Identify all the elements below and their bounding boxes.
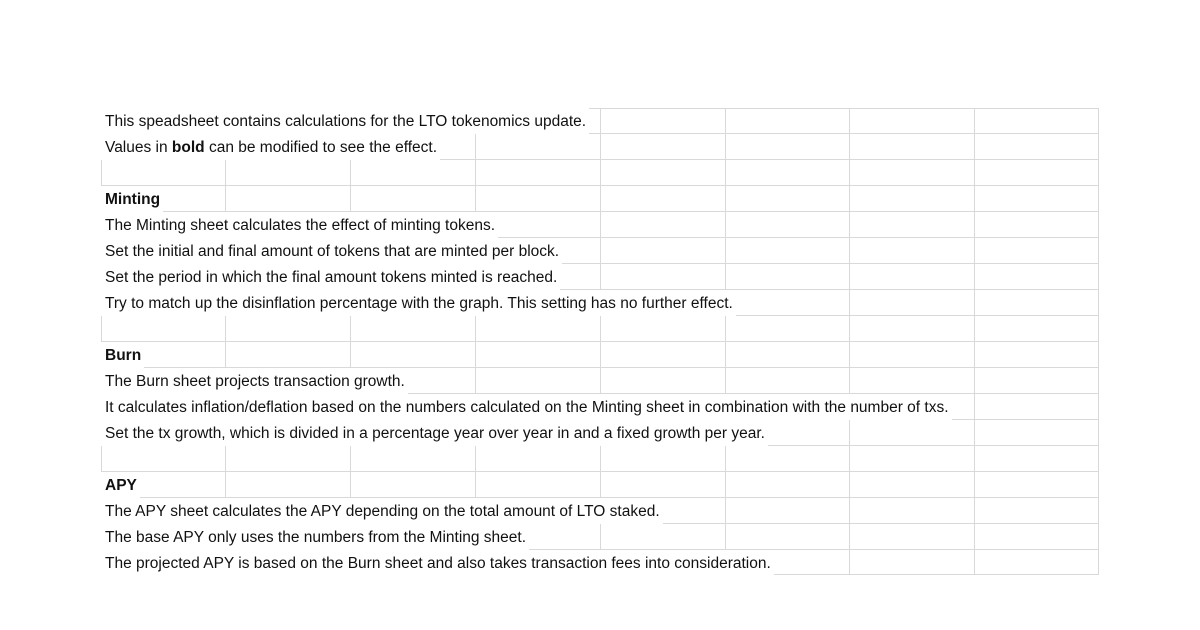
- apy-line-2[interactable]: The base APY only uses the numbers from the Minting sheet.: [101, 524, 529, 550]
- sheet-row: [101, 498, 1099, 524]
- sheet-row: [101, 108, 1099, 134]
- minting-line-3[interactable]: Set the period in which the final amount tokens minted is reached.: [101, 264, 560, 290]
- section-heading-apy[interactable]: APY: [101, 472, 140, 498]
- sheet-row: [101, 472, 1099, 498]
- sheet-row: [101, 290, 1099, 316]
- sheet-row: [101, 238, 1099, 264]
- section-heading-minting[interactable]: Minting: [101, 186, 163, 212]
- sheet-row: [101, 212, 1099, 238]
- minting-line-1[interactable]: The Minting sheet calculates the effect of minting tokens.: [101, 212, 498, 238]
- spreadsheet-grid: [101, 108, 1099, 574]
- sheet-row: [101, 342, 1099, 368]
- minting-line-2[interactable]: Set the initial and final amount of tokens that are minted per block.: [101, 238, 562, 264]
- sheet-row: [101, 524, 1099, 550]
- minting-line-4[interactable]: Try to match up the disinflation percentage with the graph. This setting has no further effect.: [101, 290, 736, 316]
- sheet-row: [101, 394, 1099, 420]
- sheet-row: [101, 134, 1099, 160]
- sheet-row: [101, 368, 1099, 394]
- apy-line-1[interactable]: The APY sheet calculates the APY depending on the total amount of LTO staked.: [101, 498, 663, 524]
- sheet-row: [101, 420, 1099, 446]
- sheet-row: [101, 264, 1099, 290]
- bold-hint-keyword: bold: [171, 139, 205, 156]
- burn-line-3[interactable]: Set the tx growth, which is divided in a percentage year over year in and a fixed growth per year.: [101, 420, 768, 446]
- apy-line-3[interactable]: The projected APY is based on the Burn sheet and also takes transaction fees into consideration.: [101, 550, 774, 576]
- bold-hint-text[interactable]: [101, 134, 440, 160]
- section-heading-burn[interactable]: Burn: [101, 342, 144, 368]
- intro-text[interactable]: This speadsheet contains calculations for the LTO tokenomics update.: [101, 108, 589, 134]
- burn-line-2[interactable]: It calculates inflation/deflation based on the numbers calculated on the Minting sheet in combination with the number of txs.: [101, 394, 952, 420]
- sheet-row: [101, 550, 1099, 576]
- sheet-row: [101, 186, 1099, 212]
- bold-hint-before: Values in: [105, 139, 172, 156]
- bold-hint-after: can be modified to see the effect.: [204, 139, 438, 156]
- burn-line-1[interactable]: The Burn sheet projects transaction growth.: [101, 368, 408, 394]
